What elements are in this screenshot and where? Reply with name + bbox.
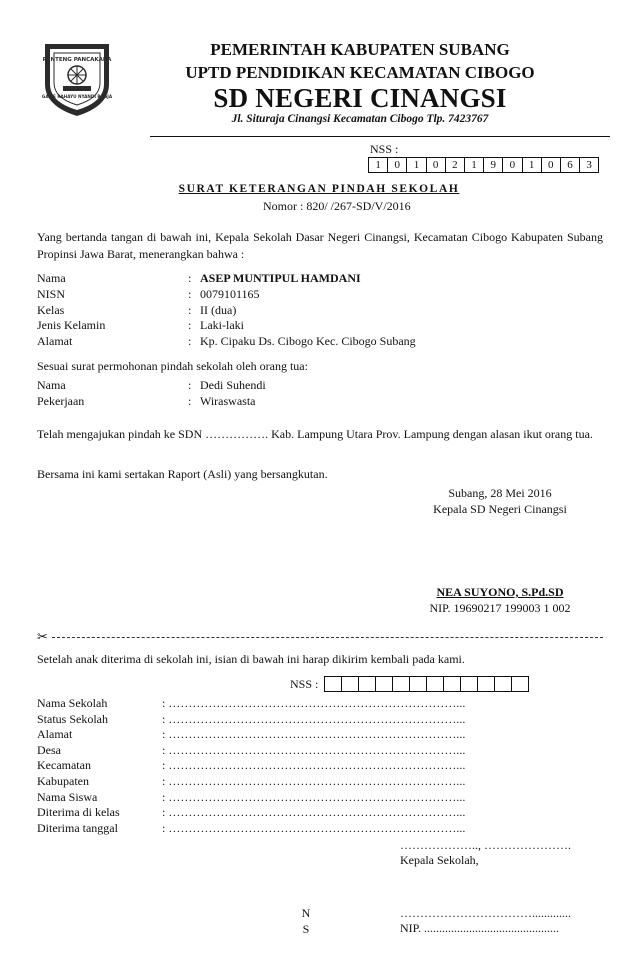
return-field-label: Diterima di kelas	[37, 805, 120, 820]
student-label: Jenis Kelamin	[37, 318, 106, 333]
nss-digit: 1	[523, 158, 542, 172]
return-field-label: Kecamatan	[37, 758, 91, 773]
nss-digit-boxes	[368, 157, 599, 173]
return-field-value: : ………………………………………………………………...	[162, 696, 466, 710]
header-government: PEMERINTAH KABUPATEN SUBANG	[210, 40, 510, 59]
return-nip-line: NIP. .............................................	[400, 921, 560, 935]
student-value: Kp. Cipaku Ds. Cibogo Kec. Cibogo Subang	[200, 334, 416, 349]
return-field-value: : ………………………………………………………………...	[162, 789, 466, 804]
document-number: Nomor : 820/ /267-SD/V/2016	[263, 199, 411, 213]
document-title	[0, 183, 638, 195]
student-value: 0079101165	[200, 286, 260, 301]
return-nss-box	[461, 677, 478, 691]
header-department: UPTD PENDIDIKAN KECAMATAN CIBOGO	[185, 63, 535, 82]
header-school-name: SD NEGERI CINANGSI	[213, 83, 507, 113]
student-colon: :	[188, 334, 192, 349]
return-field-value: : ………………………………………………………………...	[162, 774, 466, 788]
nss-digit: 1	[465, 158, 484, 172]
student-colon: :	[188, 271, 192, 285]
return-field-label: Desa	[37, 742, 61, 757]
signer-nip: NIP. 19690217 199003 1 002	[429, 601, 571, 615]
attachment-paragraph: Bersama ini kami sertakan Raport (Asli) yang bersangkutan.	[37, 467, 328, 481]
nss-digit: 0	[427, 158, 446, 172]
return-instruction: Setelah anak diterima di sekolah ini, isian di bawah ini harap dikirim kembali pada kami.	[37, 652, 465, 666]
ns-letter-n: N	[301, 906, 311, 920]
nss-digit: 9	[484, 158, 503, 172]
student-label: Alamat	[37, 334, 73, 349]
cut-line	[37, 630, 603, 644]
return-field-row	[37, 789, 465, 805]
parent-colon: :	[188, 378, 192, 392]
return-field-label: Alamat	[37, 727, 73, 742]
student-label: Kelas	[37, 302, 65, 317]
return-field-label: Kabupaten	[37, 774, 89, 788]
return-field-row	[37, 757, 465, 773]
logo-bottom-text: GAWE RAHAYU NYANDI BAGJA	[41, 94, 113, 99]
student-row	[37, 286, 260, 302]
return-field-row	[37, 726, 465, 742]
nss-label: NSS :	[370, 142, 399, 156]
parent-value: Wiraswasta	[200, 394, 256, 408]
signer-name: NEA SUYONO, S.Pd.SD	[436, 585, 564, 599]
intro-paragraph: Yang bertanda tangan di bawah ini, Kepala Sekolah Dasar Negeri Cinangsi, Kecamatan Cibogo Kabupaten Subang Propinsi Jawa Barat, menerangkan bahwa :	[37, 230, 603, 261]
school-logo	[41, 40, 113, 118]
header-rule	[150, 136, 610, 137]
nss-digit: 0	[388, 158, 407, 172]
nss-digit: 1	[369, 158, 388, 172]
scissors-icon: ✂	[37, 629, 48, 645]
move-paragraph: Telah mengajukan pindah ke SDN ……………. Kab. Lampung Utara Prov. Lampung dengan alasan ikut orang tua.	[37, 427, 593, 441]
header-address: Jl. Situraja Cinangsi Kecamatan Cibogo Tlp. 7423767	[231, 113, 489, 125]
nss-digit: 1	[407, 158, 426, 172]
student-colon: :	[188, 302, 192, 317]
parent-row	[37, 393, 256, 409]
return-nss-box	[342, 677, 359, 691]
parent-row	[37, 377, 266, 393]
return-nss-box	[495, 677, 512, 691]
return-nss-box	[325, 677, 342, 691]
student-colon: :	[188, 318, 192, 333]
nss-digit: 6	[561, 158, 580, 172]
return-field-row	[37, 711, 465, 727]
return-place-date: ……………….., ………………….	[400, 838, 571, 852]
student-row	[37, 302, 236, 318]
document-title-text: SURAT KETERANGAN PINDAH SEKOLAH	[178, 183, 460, 195]
return-field-value: : ………………………………………………………………...	[162, 820, 466, 835]
return-nss-box	[512, 677, 528, 691]
return-field-row	[37, 820, 465, 836]
student-colon: :	[188, 286, 192, 301]
nss-digit: 3	[586, 159, 592, 171]
signer-title: Kepala SD Negeri Cinangsi	[433, 502, 567, 516]
return-field-label: Diterima tanggal	[37, 820, 118, 835]
return-field-row	[37, 742, 465, 758]
return-field-row	[37, 804, 465, 820]
return-field-label: Nama Sekolah	[37, 696, 108, 710]
return-nss-box	[393, 677, 410, 691]
student-label: NISN	[37, 286, 66, 301]
signature-place-date: Subang, 28 Mei 2016	[448, 486, 552, 500]
student-value: Laki-laki	[200, 318, 244, 333]
parent-colon: :	[188, 394, 192, 408]
return-field-row	[37, 773, 465, 789]
return-field-value: : ………………………………………………………………...	[162, 758, 466, 773]
return-nss-box	[359, 677, 376, 691]
return-nss-box	[427, 677, 444, 691]
return-field-value: : ………………………………………………………………...	[162, 742, 466, 757]
return-field-value: : ………………………………………………………………...	[162, 727, 466, 742]
parent-value: Dedi Suhendi	[200, 378, 266, 392]
dashed-line	[52, 637, 603, 638]
return-nss-box	[376, 677, 393, 691]
return-nss-box	[444, 677, 461, 691]
student-row	[37, 333, 416, 349]
student-row	[37, 317, 244, 333]
return-field-label: Nama Siswa	[37, 789, 98, 804]
student-value: II (dua)	[200, 302, 237, 317]
return-signer-title: Kepala Sekolah,	[400, 853, 479, 867]
nss-digit: 2	[446, 158, 465, 172]
return-nss-label: NSS :	[290, 676, 319, 691]
parent-intro: Sesuai surat permohonan pindah sekolah oleh orang tua:	[37, 359, 308, 373]
return-field-row	[37, 695, 465, 711]
return-field-label: Status Sekolah	[37, 711, 108, 726]
parent-label: Nama	[37, 378, 66, 392]
return-field-value: : ………………………………………………………………...	[162, 805, 466, 820]
nss-digit: 0	[503, 158, 522, 172]
ns-letter-s: S	[302, 922, 310, 936]
return-nss-box	[478, 677, 495, 691]
student-value: ASEP MUNTIPUL HAMDANI	[200, 271, 361, 285]
parent-label: Pekerjaan	[37, 394, 85, 408]
nss-digit: 0	[542, 158, 561, 172]
return-nss-box	[410, 677, 427, 691]
student-label: Nama	[37, 271, 66, 285]
return-signature-line: …………………………….............	[400, 906, 571, 920]
return-field-value: : ………………………………………………………………...	[162, 711, 466, 726]
return-nss-boxes	[324, 676, 529, 692]
logo-top-text: RENTENG PANCAKAKA	[42, 57, 112, 63]
student-row	[37, 270, 361, 286]
return-nss	[290, 676, 529, 692]
